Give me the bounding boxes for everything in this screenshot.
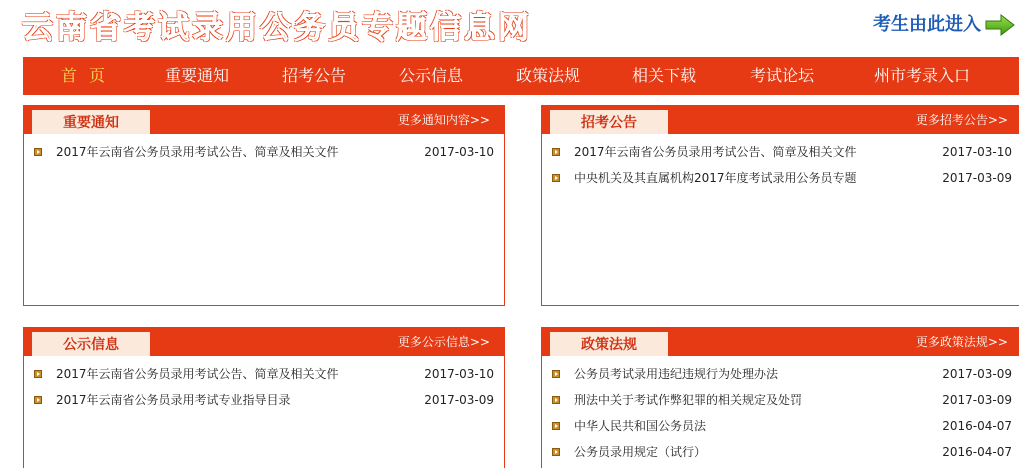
panel-header (24, 328, 504, 356)
item-title-link[interactable]: 2017年云南省公务员录用考试专业指导目录 (56, 393, 291, 407)
candidate-entry-link[interactable] (873, 13, 1015, 37)
panel-policy (541, 327, 1019, 468)
list-item (542, 142, 1019, 168)
nav-item-downloads[interactable]: 相关下载 (632, 66, 697, 85)
notice-list (24, 134, 504, 168)
panel-notices (23, 105, 505, 306)
item-date: 2017-03-10 (424, 367, 494, 381)
list-item (24, 364, 504, 390)
item-title-link[interactable]: 中华人民共和国公务员法 (574, 419, 707, 433)
more-policy-link[interactable]: 更多政策法规>> (915, 335, 1008, 349)
nav-item-recruit[interactable]: 招考公告 (282, 66, 347, 85)
item-date: 2017-03-09 (942, 171, 1012, 185)
nav-item-prefecture-entry[interactable]: 州市考录入口 (874, 66, 971, 85)
candidate-entry-label: 考生由此进入 (873, 14, 981, 35)
item-date: 2017-03-10 (942, 145, 1012, 159)
more-notices-link[interactable]: 更多通知内容>> (397, 113, 490, 127)
list-item (542, 364, 1019, 390)
panel-header (542, 106, 1019, 134)
panel-header (542, 328, 1019, 356)
list-item (542, 168, 1019, 194)
nav-item-notices[interactable]: 重要通知 (165, 66, 230, 85)
list-item (542, 416, 1019, 442)
item-title-link[interactable]: 刑法中关于考试作弊犯罪的相关规定及处罚 (574, 393, 803, 407)
bullet-icon (552, 370, 560, 378)
list-item (542, 442, 1019, 468)
panel-publicity (23, 327, 505, 468)
publicity-list (24, 356, 504, 416)
list-item (24, 390, 504, 416)
item-title-link[interactable]: 2017年云南省公务员录用考试公告、简章及相关文件 (56, 145, 339, 159)
site-title: 云南省考试录用公务员专题信息网 (22, 10, 532, 46)
list-item (24, 142, 504, 168)
green-arrow-right-icon (985, 14, 1015, 36)
item-title-link[interactable]: 2017年云南省公务员录用考试公告、简章及相关文件 (56, 367, 339, 381)
item-title-link[interactable]: 2017年云南省公务员录用考试公告、简章及相关文件 (574, 145, 857, 159)
recruit-list (542, 134, 1019, 194)
more-recruit-link[interactable]: 更多招考公告>> (915, 113, 1008, 127)
policy-list (542, 356, 1019, 468)
bullet-icon (552, 448, 560, 456)
bullet-icon (34, 148, 42, 156)
panel-recruit (541, 105, 1019, 306)
item-date: 2016-04-07 (942, 445, 1012, 459)
item-date: 2017-03-09 (942, 367, 1012, 381)
panel-title: 政策法规 (550, 332, 668, 356)
list-item (542, 390, 1019, 416)
item-title-link[interactable]: 公务员考试录用违纪违规行为处理办法 (574, 367, 779, 381)
nav-item-policy[interactable]: 政策法规 (516, 66, 581, 85)
nav-item-forum[interactable]: 考试论坛 (750, 66, 815, 85)
item-date: 2017-03-09 (424, 393, 494, 407)
bullet-icon (34, 370, 42, 378)
more-publicity-link[interactable]: 更多公示信息>> (397, 335, 490, 349)
bullet-icon (552, 174, 560, 182)
panel-title: 招考公告 (550, 110, 668, 134)
bullet-icon (552, 396, 560, 404)
item-title-link[interactable]: 公务员录用规定（试行） (574, 445, 707, 459)
panel-title: 重要通知 (32, 110, 150, 134)
bullet-icon (552, 148, 560, 156)
bullet-icon (34, 396, 42, 404)
item-title-link[interactable]: 中央机关及其直属机构2017年度考试录用公务员专题 (574, 171, 857, 185)
main-nav (23, 57, 1019, 95)
item-date: 2017-03-10 (424, 145, 494, 159)
panel-header (24, 106, 504, 134)
item-date: 2016-04-07 (942, 419, 1012, 433)
nav-item-home[interactable]: 首页 (61, 66, 118, 85)
panel-title: 公示信息 (32, 332, 150, 356)
nav-item-publicity[interactable]: 公示信息 (399, 66, 464, 85)
item-date: 2017-03-09 (942, 393, 1012, 407)
bullet-icon (552, 422, 560, 430)
